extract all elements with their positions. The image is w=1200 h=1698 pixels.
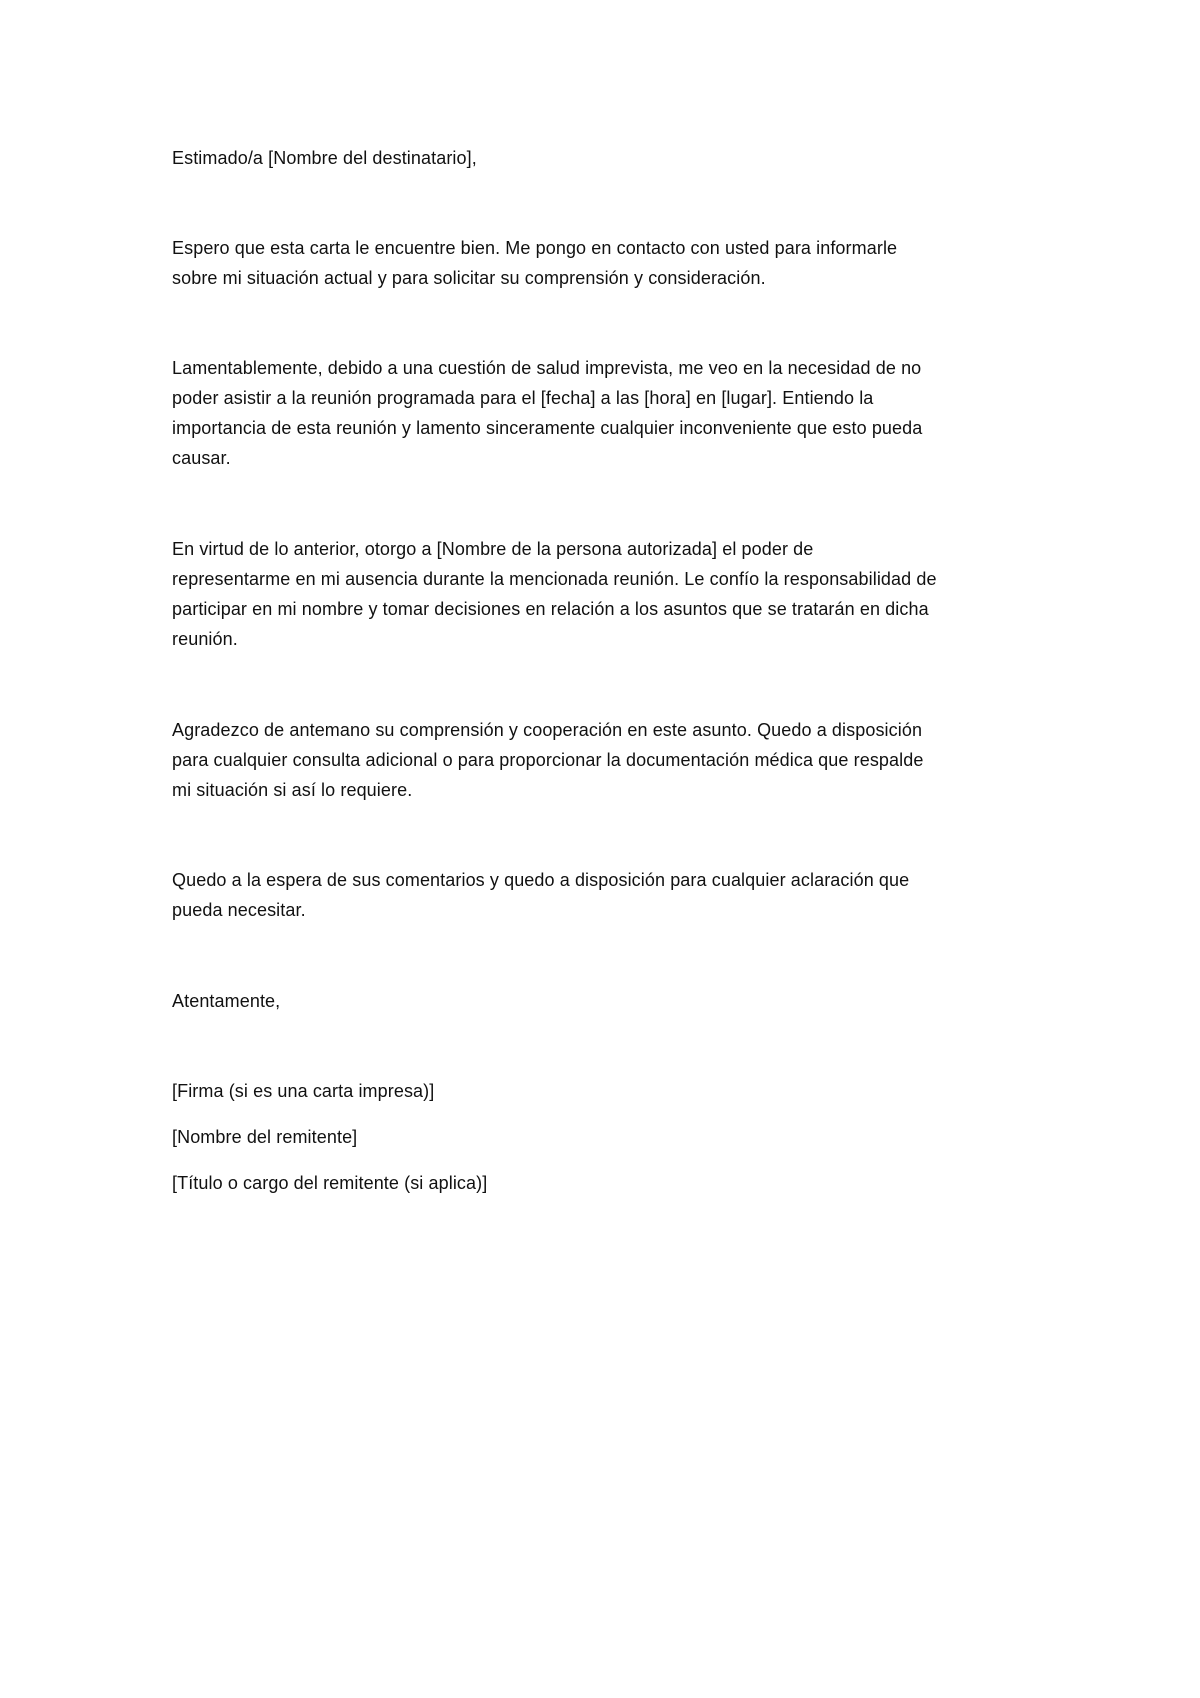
paragraph-3-line-4: reunión. bbox=[172, 629, 238, 649]
paragraph-2-line-1: Lamentablemente, debido a una cuestión de salud imprevista, me veo en la necesidad de no bbox=[172, 358, 922, 378]
paragraph-4-line-1: Agradezco de antemano su comprensión y cooperación en este asunto. Quedo a disposición bbox=[172, 720, 923, 740]
paragraph-5-line-2: pueda necesitar. bbox=[172, 900, 306, 920]
signature-placeholder: [Firma (si es una carta impresa)] bbox=[172, 1081, 435, 1101]
paragraph-1-line-2: sobre mi situación actual y para solicitar su comprensión y consideración. bbox=[172, 268, 766, 288]
paragraph-4-line-2: para cualquier consulta adicional o para proporcionar la documentación médica que respalde bbox=[172, 750, 924, 770]
sender-name: [Nombre del remitente] bbox=[172, 1127, 358, 1147]
paragraph-2-line-2: poder asistir a la reunión programada para el [fecha] a las [hora] en [lugar]. Entiendo la bbox=[172, 388, 874, 408]
paragraph-2-line-4: causar. bbox=[172, 448, 231, 468]
paragraph-3-line-1: En virtud de lo anterior, otorgo a [Nombre de la persona autorizada] el poder de bbox=[172, 539, 814, 559]
closing: Atentamente, bbox=[172, 991, 281, 1011]
paragraph-2-line-3: importancia de esta reunión y lamento sinceramente cualquier inconveniente que esto pueda bbox=[172, 418, 923, 438]
paragraph-5-line-1: Quedo a la espera de sus comentarios y quedo a disposición para cualquier aclaración que bbox=[172, 870, 910, 890]
paragraph-3-line-3: participar en mi nombre y tomar decisiones en relación a los asuntos que se tratarán en dicha bbox=[172, 599, 929, 619]
paragraph-4-line-3: mi situación si así lo requiere. bbox=[172, 780, 413, 800]
sender-title: [Título o cargo del remitente (si aplica)] bbox=[172, 1173, 488, 1193]
paragraph-1-line-1: Espero que esta carta le encuentre bien. Me pongo en contacto con usted para informarle bbox=[172, 238, 898, 258]
paragraph-3-line-2: representarme en mi ausencia durante la mencionada reunión. Le confío la responsabilidad de bbox=[172, 569, 937, 589]
salutation: Estimado/a [Nombre del destinatario], bbox=[172, 148, 477, 168]
